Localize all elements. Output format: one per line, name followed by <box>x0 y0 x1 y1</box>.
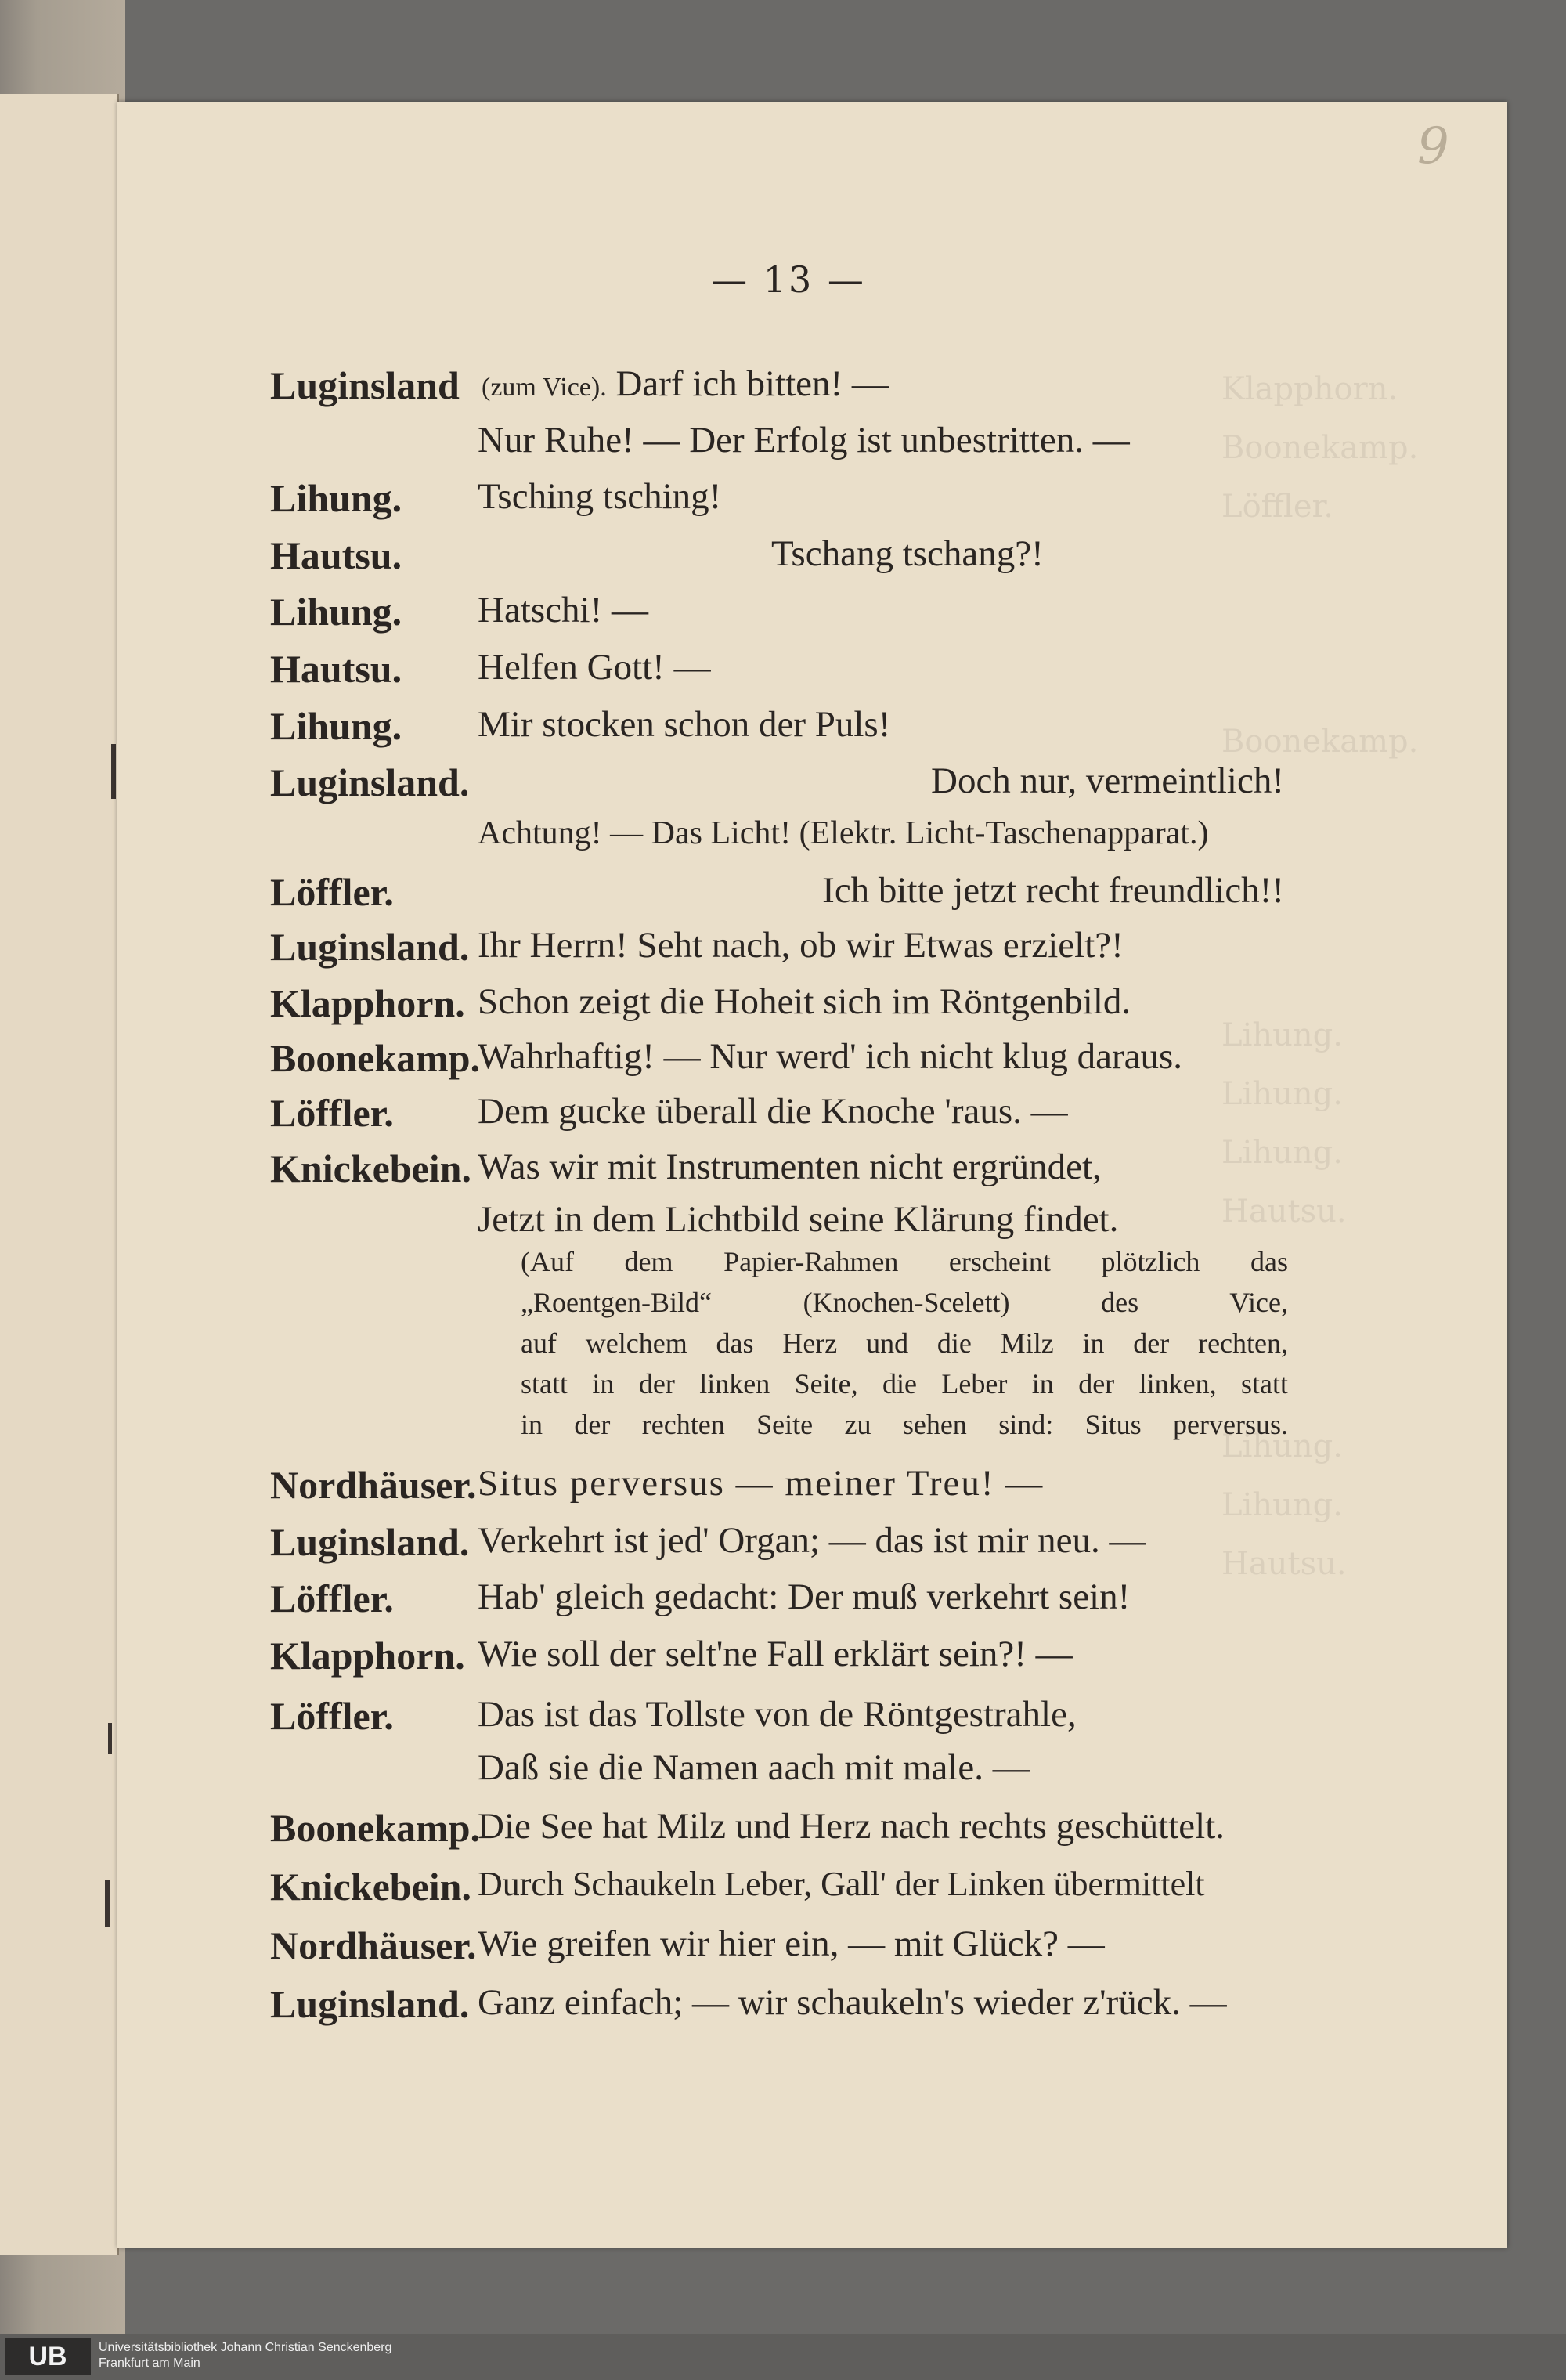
speaker-name: Boonekamp. <box>270 1036 481 1080</box>
dialogue-line <box>0 1519 1566 1576</box>
ub-logo: UB <box>5 2338 91 2375</box>
speaker-name: Hautsu. <box>270 647 402 691</box>
line-text: Tschang tschang?! <box>771 533 1044 574</box>
footer-line-2: Frankfurt am Main <box>99 2357 200 2370</box>
dialogue-line <box>0 1462 1566 1519</box>
dialogue-line <box>0 589 1566 645</box>
speaker-name: Luginsland <box>270 363 460 407</box>
speaker-name: Löffler. <box>270 1091 394 1135</box>
stage-direction-text: auf welchem das Herz und die Milz in der rechten, <box>521 1327 1288 1359</box>
stage-direction-line <box>0 1286 1566 1327</box>
line-text: Tsching tsching! <box>478 476 722 517</box>
dialogue-line <box>0 703 1566 760</box>
dialogue-line <box>0 924 1566 981</box>
pencil-page-mark: 9 <box>1417 117 1449 175</box>
speaker-name: Luginsland. <box>270 925 470 969</box>
speaker-name: Hautsu. <box>270 533 402 577</box>
dialogue-line <box>0 814 1566 871</box>
dialogue-line <box>0 1090 1566 1147</box>
speaker-name: Boonekamp. <box>270 1806 481 1850</box>
dialogue-line <box>0 1576 1566 1632</box>
speaker-name: Luginsland. <box>270 760 470 804</box>
dialogue-line <box>0 1035 1566 1092</box>
stage-direction-line <box>0 1327 1566 1367</box>
line-text: Schon zeigt die Hoheit sich im Röntgenbild. <box>478 981 1131 1022</box>
line-text: Helfen Gott! — <box>478 647 711 688</box>
speaker-name: Klapphorn. <box>270 1634 465 1678</box>
line-text: Das ist das Tollste von de Röntgestrahle, <box>478 1694 1077 1735</box>
speaker-name: Knickebein. <box>270 1865 471 1909</box>
line-text: Die See hat Milz und Herz nach rechts geschüttelt. <box>478 1806 1225 1847</box>
dialogue-line <box>0 419 1566 475</box>
line-text: Jetzt in dem Lichtbild seine Klärung findet. <box>478 1199 1119 1240</box>
dialogue-line <box>0 869 1566 926</box>
line-text <box>482 363 889 405</box>
stage-direction-line <box>0 1245 1566 1286</box>
dialogue-line <box>0 363 1566 419</box>
speaker-name: Luginsland. <box>270 1520 470 1564</box>
dialogue-line <box>0 1805 1566 1862</box>
line-text: Wie greifen wir hier ein, — mit Glück? — <box>478 1923 1105 1964</box>
line-text: Achtung! — Das Licht! (Elektr. Licht-Taschenapparat.) <box>478 815 1209 851</box>
line-text: Doch nur, vermeintlich! <box>931 760 1284 801</box>
dialogue-line <box>0 1864 1566 1920</box>
stage-aside: (zum Vice). <box>482 373 607 402</box>
line-text: Wie soll der selt'ne Fall erklärt sein?! — <box>478 1634 1073 1674</box>
dialogue-line <box>0 475 1566 532</box>
page-number: — 13 — <box>711 258 866 301</box>
line-text-main: Darf ich bitten! — <box>615 363 889 404</box>
stage-direction-text: „Roentgen-Bild“ (Knochen-Scelett) des Vice, <box>521 1287 1288 1318</box>
stage-direction-line <box>0 1408 1566 1449</box>
footer-caption <box>99 2340 392 2371</box>
speaker-name: Klapphorn. <box>270 981 465 1025</box>
dialogue-line <box>0 760 1566 816</box>
dialogue-line <box>0 533 1566 589</box>
speaker-name: Luginsland. <box>270 1982 470 2026</box>
dialogue-line <box>0 1746 1566 1803</box>
speaker-name: Nordhäuser. <box>270 1463 477 1507</box>
speaker-name: Nordhäuser. <box>270 1923 477 1967</box>
speaker-name: Knickebein. <box>270 1147 471 1190</box>
speaker-name: Löffler. <box>270 870 394 914</box>
speaker-name: Löffler. <box>270 1576 394 1620</box>
dialogue-line <box>0 646 1566 702</box>
stage-direction-text: in der rechten Seite zu sehen sind: Situs perversus. <box>521 1409 1288 1440</box>
line-text: Situs perversus — meiner Treu! — <box>478 1463 1045 1504</box>
dialogue-line <box>0 1146 1566 1202</box>
line-text: Nur Ruhe! — Der Erfolg ist unbestritten. — <box>478 420 1130 460</box>
line-text: Wahrhaftig! — Nur werd' ich nicht klug daraus. <box>478 1036 1183 1077</box>
stage-direction-line <box>0 1367 1566 1408</box>
line-text: Ganz einfach; — wir schaukeln's wieder z'rück. — <box>478 1982 1227 2023</box>
speaker-name: Löffler. <box>270 1694 394 1738</box>
line-text: Hab' gleich gedacht: Der muß verkehrt sein! <box>478 1576 1131 1617</box>
speaker-name: Lihung. <box>270 476 402 520</box>
line-text: Ich bitte jetzt recht freundlich!! <box>822 870 1284 911</box>
bleed-through-text: Klapphorn. Boonekamp. Löffler. Boonekamp. Lihung. Lihung. Lihung. Hautsu. Lihung. Lihung. Hautsu. <box>1221 371 1419 1582</box>
dialogue-line <box>0 1633 1566 1689</box>
line-text: Dem gucke überall die Knoche 'raus. — <box>478 1091 1068 1132</box>
footer-line-1: Universitätsbibliothek Johann Christian Senckenberg <box>99 2341 392 2354</box>
line-text: Ihr Herrn! Seht nach, ob wir Etwas erzielt?! <box>478 925 1124 966</box>
speaker-name: Lihung. <box>270 590 402 634</box>
line-text: Daß sie die Namen aach mit male. — <box>478 1747 1030 1788</box>
line-text: Was wir mit Instrumenten nicht ergründet, <box>478 1147 1102 1187</box>
line-text: Mir stocken schon der Puls! <box>478 704 891 745</box>
line-text: Verkehrt ist jed' Organ; — das ist mir neu. — <box>478 1520 1146 1561</box>
library-footer <box>0 2334 1566 2380</box>
dialogue-line <box>0 1693 1566 1750</box>
dialogue-line <box>0 981 1566 1037</box>
speaker-name: Lihung. <box>270 704 402 748</box>
line-text: Hatschi! — <box>478 590 648 630</box>
dialogue-line <box>0 1923 1566 1979</box>
line-text: Durch Schaukeln Leber, Gall' der Linken übermittelt <box>478 1865 1205 1903</box>
stage-direction-text: (Auf dem Papier-Rahmen erscheint plötzlich das <box>521 1246 1288 1277</box>
stage-direction-text: statt in der linken Seite, die Leber in der linken, statt <box>521 1368 1288 1399</box>
dialogue-line <box>0 1981 1566 2038</box>
